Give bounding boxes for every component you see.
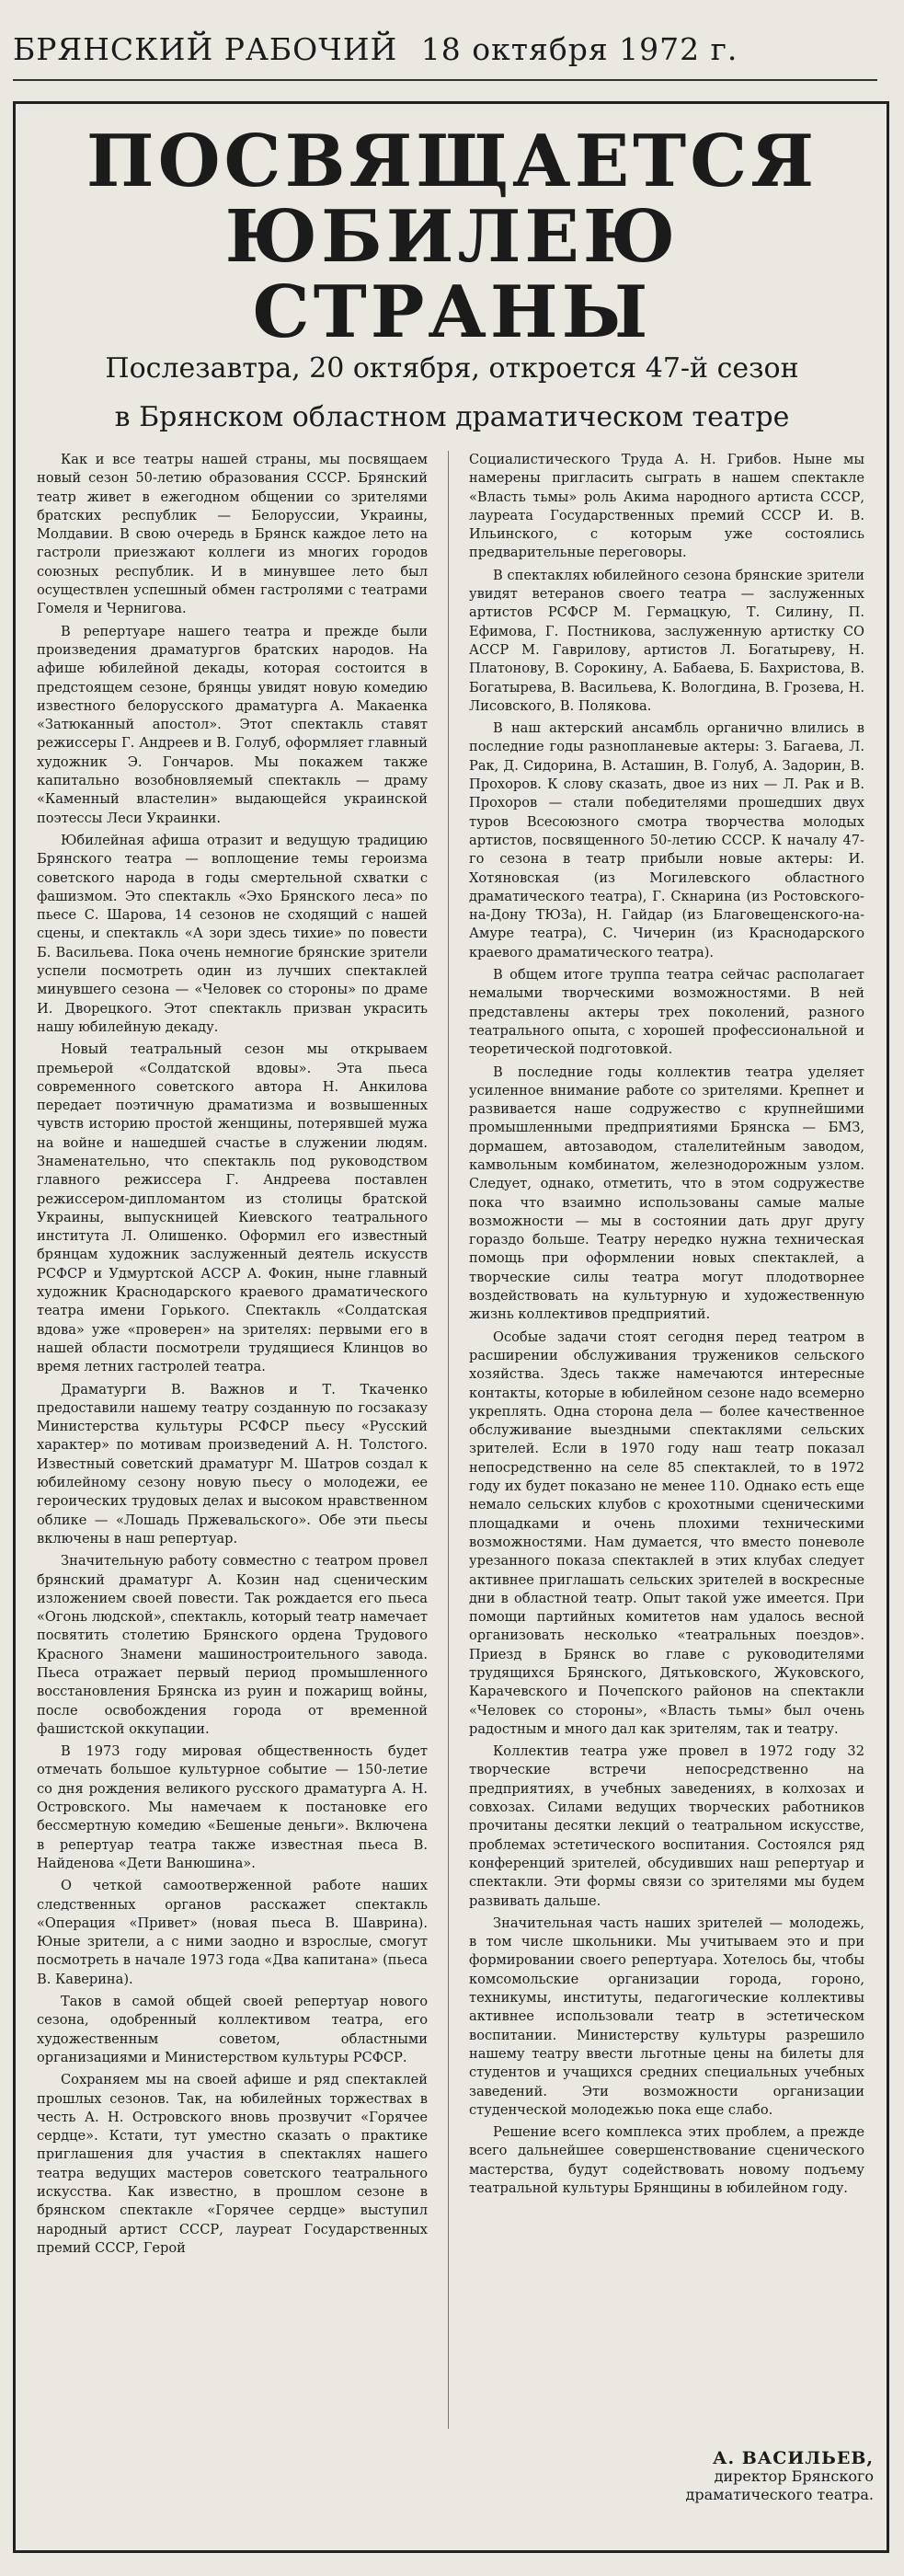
subheadline-line-2: в Брянском областном драматическом театре (114, 400, 790, 433)
column-divider (448, 451, 449, 2429)
right-column (469, 451, 864, 2438)
left-column (37, 451, 428, 2438)
paragraph: В спектаклях юбилейного сезона брянские зрители увидят ветеранов своего театра — заслуженных артистов РСФСР М. Гермацкую, Т. Силину, П. Ефимова, Г. Постникова, заслуженную артистку СО АССР М. Гаврилову, артистов Л. Богатыреву, Н. Платонову, В. Сорокину, А. Бабаева, Б. Бахристова, В. Богатырева, В. Васильева, К. Вологдина, В. Грозева, Н. Лисовского, В. Полякова. (469, 567, 864, 714)
paragraph: Таков в самой общей своей репертуар нового сезона, одобренный коллективом театра, его художественным советом, областными организациями и Министерством культуры РСФСР. (37, 1994, 428, 2065)
paragraph: Решение всего комплекса этих проблем, а прежде всего дальнейшее совершенствование сценического мастерства, будут содействовать новому подъему театральной культуры Брянщины в юбилейном году. (469, 2124, 864, 2197)
author-name: А. ВАСИЛЬЕВ, (713, 2448, 874, 2468)
paragraph: Новый театральный сезон мы открываем премьерой «Солдатской вдовы». Эта пьеса современного советского автора Н. Анкилова передает поэтичную драматизма и возвышенных чувств историю простой женщины, потерявшей мужа на войне и нашедшей счастье в служении людям. Знаменательно, что спектакль под руководством главного режиссера Г. Андреева поставлен режиссером-дипломантом из столицы братской Украины, выпускницей Киевского театрального института Л. Олишенко. Оформил его известный брянцам художник заслуженный деятель искусств РСФСР и Удмуртской АССР А. Фокин, ныне главный художник Краснодарского краевого драматического театра имени Горького. Спектакль «Солдатская вдова» уже «проверен» на зрителях: первыми его в нашей области посмотрели трудящиеся Клинцов во время летних гастролей театра. (37, 1041, 428, 1375)
paragraph: Сохраняем мы на своей афише и ряд спектаклей прошлых сезонов. Так, на юбилейных торжествах в честь А. Н. Островского вновь прозвучит «Горячее сердце». Кстати, тут уместно сказать о практике приглашения для участия в спектаклях нашего театра ведущих мастеров советского театрального искусства. Как известно, в прошлом сезоне в брянском спектакле «Горячее сердце» выступил народный артист СССР, лауреат Государственных премий СССР, Герой (37, 2072, 428, 2256)
headline (28, 120, 876, 354)
issue-date: 18 октября 1972 г. (420, 31, 738, 67)
paragraph: Юбилейная афиша отразит и ведущую традицию Брянского театра — воплощение темы героизма советского народа в годы смертельной схватки с фашизмом. Это спектакль «Эхо Брянского леса» по пьесе С. Шарова, 14 сезонов не сходящий с нашей сцены, и спектакль «А зори здесь тихие» по повести Б. Васильева. Пока очень немногие брянские зрители успели посмотреть один из лучших спектаклей минувшего сезона — «Человек со стороны» по драме И. Дворецкого. Этот спектакль призван украсить нашу юбилейную декаду. (37, 832, 428, 1035)
paragraph: Особые задачи стоят сегодня перед театром в расширении обслуживания тружеников сельского хозяйства. Здесь также намечаются интересные контакты, которые в юбилейном сезоне надо всемерно укреплять. Одна сторона дела — более качественное обслуживание выездными спектаклями сельских зрителей. Если в 1970 году наш театр показал непосредственно на селе 85 спектаклей, то в 1972 году их будет показано не менее 110. Однако есть еще немало сельских клубов с крохотными сценическими площадками и очень плохими техническими возможностями. Нам думается, что вместо поневоле урезанного показа спектаклей в этих клубах следует активнее приглашать сельских зрителей в воскресные дни в областной театр. Опыт такой уже имеется. При помощи партийных комитетов нам удалось весной организовать несколько «театральных поездов». Приезд в Брянск во главе с руководителями трудящихся Брянского, Дятьковского, Жуковского, Карачевского и Почепского районов на спектакли «Человек со стороны», «Власть тьмы» был очень радостным и много дал как зрителям, так и театру. (469, 1328, 864, 1737)
paragraph: Значительную работу совместно с театром провел брянский драматург А. Козин над сценическим изложением своей повести. Так рождается его пьеса «Огонь людской», спектакль, который театр намечает посвятить столетию Брянского ордена Трудового Красного Знамени машиностроительного завода. Пьеса отражает первый период промышленного восстановления Брянска из руин и пожарищ войны, после освобождения города от временной фашистской оккупации. (37, 1553, 428, 1737)
headline-line-1: ПОСВЯЩАЕТСЯ (86, 120, 818, 203)
author-signature (644, 2449, 874, 2504)
paragraph: В репертуаре нашего театра и прежде были произведения драматургов братских народов. На афише юбилейной декады, которая состоится в предстоящем сезоне, брянцы увидят новую комедию известного белорусского драматурга А. Макаенка «Затюканный апостол». Этот спектакль ставят режиссеры Г. Андреев и В. Голуб, оформляет главный художник Э. Гончаров. Мы покажем также капитально возобновляемый спектакль — драму «Каменный властелин» выдающейся украинской поэтессы Леси Украинки. (37, 623, 428, 826)
paragraph: В 1973 году мировая общественность будет отмечать большое культурное событие — 150-летие со дня рождения великого русского драматурга А. Н. Островского. Мы намечаем к постановке его бессмертную комедию «Бешеные деньги». Включена в репертуар театра также известная пьеса В. Найденова «Дети Ванюшина». (37, 1743, 428, 1871)
paragraph: Как и все театры нашей страны, мы посвящаем новый сезон 50-летию образования СССР. Брянский театр живет в ежегодном общении со зрителями братских республик — Белоруссии, Украины, Молдавии. В свою очередь в Брянск каждое лето на гастроли приезжают коллеги из многих городов союзных республик. И в минувшее лето был осуществлен успешный обмен гастролями с театрами Гомеля и Чернигова. (37, 452, 428, 617)
masthead (13, 20, 877, 81)
subheadline-line-1: Послезавтра, 20 октября, откроется 47-й сезон (105, 352, 799, 385)
paragraph: В последние годы коллектив театра уделяет усиленное внимание работе со зрителями. Крепнет и развивается наше содружество с крупнейшими промышленными предприятиями Брянска — БМЗ, дормашем, автозаводом, сталелитейным заводом, камвольным комбинатом, железнодорожным узлом. Следует, однако, отметить, что в этом содружестве пока что взаимно использованы самые малые возможности — мы в состоянии дать друг другу гораздо больше. Театру нередко нужна техническая помощь при оформлении новых спектаклей, а творческие силы театра могут плодотворнее воздействовать на культурную и художественную жизнь коллективов предприятий. (469, 1064, 864, 1323)
paragraph: Драматурги В. Важнов и Т. Ткаченко предоставили нашему театру созданную по госзаказу Министерства культуры РСФСР пьесу «Русский характер» по мотивам произведений А. Н. Толстого. Известный советский драматург М. Шатров создал к юбилейному сезону новую пьесу о молодежи, ее героических трудовых делах и высоком нравственном облике — «Лошадь Пржевальского». Обе эти пьесы включены в наш репертуар. (37, 1381, 428, 1547)
author-role-line-1: директор Брянского (714, 2467, 874, 2485)
headline-line-2: ЮБИЛЕЮ СТРАНЫ (224, 194, 680, 354)
paragraph: Социалистического Труда А. Н. Грибов. Ныне мы намерены пригласить сыграть в нашем спектакле «Власть тьмы» роль Акима народного артиста СССР, лауреата Государственных премий СССР И. В. Ильинского, с которым уже состоялись предварительные переговоры. (469, 452, 864, 561)
author-role-line-2: драматического театра. (685, 2486, 874, 2503)
paragraph: В наш актерский ансамбль органично влились в последние годы разнопланевые актеры: З. Багаева, Л. Рак, Д. Сидорина, В. Асташин, В. Голуб, А. Задорин, В. Прохоров. К слову сказать, двое из них — Л. Рак и В. Прохоров — стали победителями прошедших двух туров Всесоюзного смотра творчества молодых артистов, посвященного 50-летию СССР. К началу 47-го сезона в театр прибыли новые актеры: И. Хотяновская (из Могилевского областного драматического театра), Г. Скнарина (из Ростовского-на-Дону ТЮЗа), Н. Гайдар (из Благовещенского-на-Амуре театра), С. Чичерин (из Краснодарского краевого драматического театра). (469, 720, 864, 960)
paragraph: В общем итоге труппа театра сейчас располагает немалыми творческими возможностями. В ней представлены актеры трех поколений, разного театрального опыта, с хорошей профессиональной и теоретической подготовкой. (469, 967, 864, 1058)
paragraph: Коллектив театра уже провел в 1972 году 32 творческие встречи непосредственно на предприятиях, в учебных заведениях, в колхозах и совхозах. Силами ведущих творческих работников прочитаны десятки лекций о театральном искусстве, проблемах эстетического воспитания. Состоялся ряд конференций зрителей, обсудивших наш репертуар и спектакли. Эти формы связи со зрителями мы будем развивать дальше. (469, 1743, 864, 1909)
paragraph: О четкой самоотверженной работе наших следственных органов расскажет спектакль «Операция «Привет» (новая пьеса В. Шаврина). Юные зрители, а с ними заодно и взрослые, смогут посмотреть в начале 1973 года «Два капитана» (пьеса В. Каверина). (37, 1878, 428, 1987)
paragraph: Значительная часть наших зрителей — молодежь, в том числе школьники. Мы учитываем это и при формировании своего репертуара. Хотелось бы, чтобы комсомольские организации города, гороно, техникумы, институты, педагогические коллективы активнее использовали театр в эстетическом воспитании. Министерству культуры разрешило нашему театру ввести льготные цены на билеты для студентов и учащихся средних специальных учебных заведений. Эти возможности организации студенческой молодежью пока еще слабо. (469, 1915, 864, 2118)
newspaper-name: БРЯНСКИЙ РАБОЧИЙ (13, 31, 398, 67)
subheadline (28, 345, 876, 442)
